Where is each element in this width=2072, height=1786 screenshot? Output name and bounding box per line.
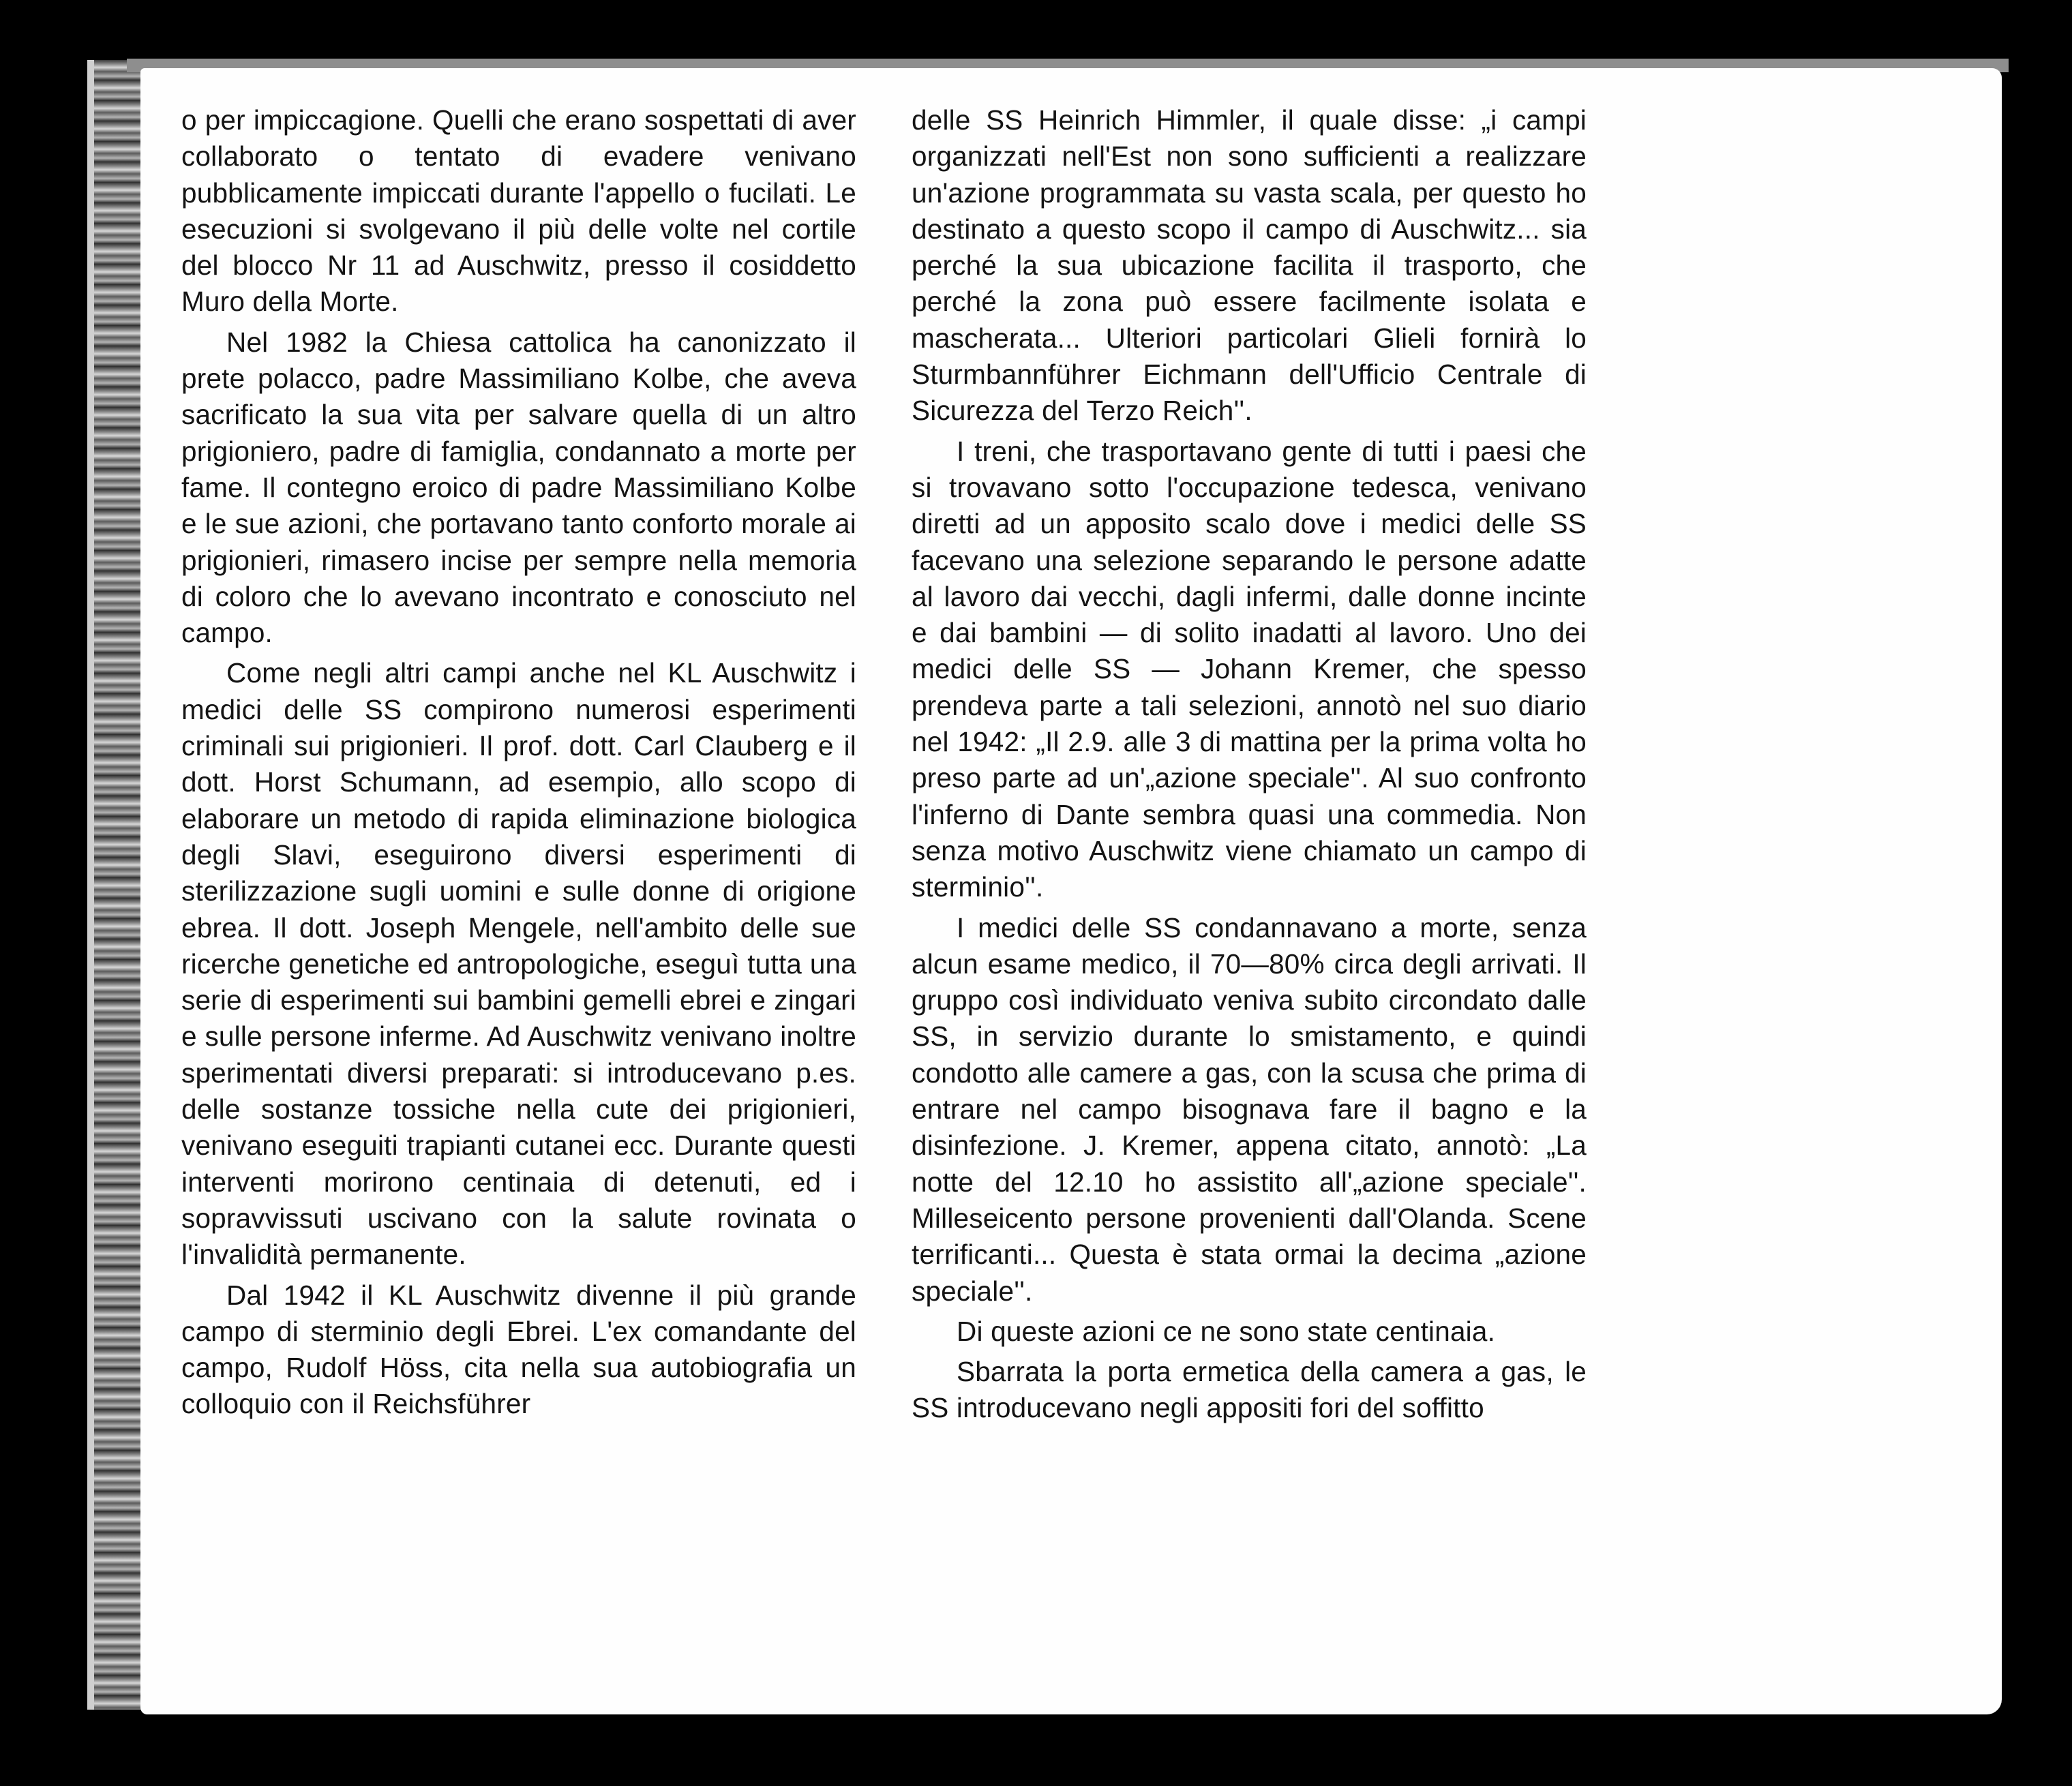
paragraph: Di queste azioni ce ne sono state centinaia.	[957, 1315, 1496, 1347]
paragraph: I treni, che trasportavano gente di tutti i paesi che si trovavano sotto l'occupazione tedesca, venivano diretti ad un apposito scalo dove i medici delle SS facevano una selezione separando le persone adatte al lavoro dai vecchi, dagli infermi, dalle donne incinte e dai bambini — di solito inadatti al lavoro. Uno dei medici delle SS — Johann Kremer, che spesso prendeva parte a tali selezioni, annotò nel suo diario nel 1942: „Il 2.9. alle 3 di mattina per la prima volta ho preso parte ad un'„azione speciale''. Al suo confronto l'inferno di Dante sembra quasi una commedia. Non senza motivo Auschwitz viene chiamato un campo di sterminio''.	[912, 435, 1587, 903]
paragraph: Nel 1982 la Chiesa cattolica ha canonizzato il prete polacco, padre Massimiliano Kolbe, che aveva sacrificato la sua vita per salvare quella di un altro prigioniero, padre di famiglia, condannato a morte per fame. Il contegno eroico di padre Massimiliano Kolbe e le sue azioni, che portavano tanto conforto morale ai prigionieri, rimasero incise per sempre nella memoria di coloro che lo avevano incontrato e conosciuto nel campo.	[181, 326, 856, 649]
paragraph: Sbarrata la porta ermetica della camera a gas, le SS introducevano negli appositi fori del soffitto	[912, 1356, 1587, 1424]
paragraph: I medici delle SS condannavano a morte, senza alcun esame medico, il 70—80% circa degli arrivati. Il gruppo così individuato veniva subito circondato dalle SS, in servizio durante lo smistamento, e quindi condotto alle camere a gas, con la scusa che prima di entrare nel campo bisognava fare il bagno e la disinfezione. J. Kremer, appena citato, annotò: „La notte del 12.10 ho assistito all'„azione speciale''. Milleseicento persone provenienti dall'Olanda. Scene terrificanti... Questa è stata ormai la decima „azione speciale''.	[912, 911, 1587, 1307]
paragraph: delle SS Heinrich Himmler, il quale disse: „i campi organizzati nell'Est non sono sufficienti a realizzare un'azione programmata su vasta scala, per questo ho destinato a questo scopo il campo di Auschwitz... sia perché la sua ubicazione facilita il trasporto, che perché la zona può essere facilmente isolata e mascherata... Ulteriori particolari Glieli fornirà lo Sturmbannführer Eichmann dell'Ufficio Centrale di Sicurezza del Terzo Reich''.	[912, 104, 1587, 427]
left-text-column	[181, 102, 856, 1427]
paragraph: Come negli altri campi anche nel KL Auschwitz i medici delle SS compirono numerosi esperimenti criminali sui prigionieri. Il prof. dott. Carl Clauberg e il dott. Horst Schumann, ad esempio, allo scopo di elaborare un metodo di rapida eliminazione biologica degli Slavi, eseguirono diversi esperimenti di sterilizzazione sugli uomini e sulle donne di origione ebrea. Il dott. Joseph Mengele, nell'ambito delle sue ricerche genetiche ed antropologiche, eseguì tutta una serie di esperimenti sui bambini gemelli ebrei e zingari e sulle persone inferme. Ad Auschwitz venivano inoltre sperimentati diversi preparati: si introducevano p.es. delle sostanze tossiche nella cute dei prigionieri, venivano eseguiti trapianti cutanei ecc. Durante questi interventi morirono centinaia di detenuti, ed i sopravvissuti uscivano con la salute rovinata o l'invalidità permanente.	[181, 657, 856, 1271]
paragraph: Dal 1942 il KL Auschwitz divenne il più grande campo di sterminio degli Ebrei. L'ex comandante del campo, Rudolf Höss, cita nella sua autobiografia un colloquio con il Reichsführer	[181, 1279, 856, 1420]
right-text-column	[912, 102, 1587, 1431]
paragraph: o per impiccagione. Quelli che erano sospettati di aver collaborato o tentato di evadere venivano pubblicamente impiccati durante l'appello o fucilati. Le esecuzioni si svolgevano il più delle volte nel cortile del blocco Nr 11 ad Auschwitz, presso il cosiddetto Muro della Morte.	[181, 104, 856, 318]
